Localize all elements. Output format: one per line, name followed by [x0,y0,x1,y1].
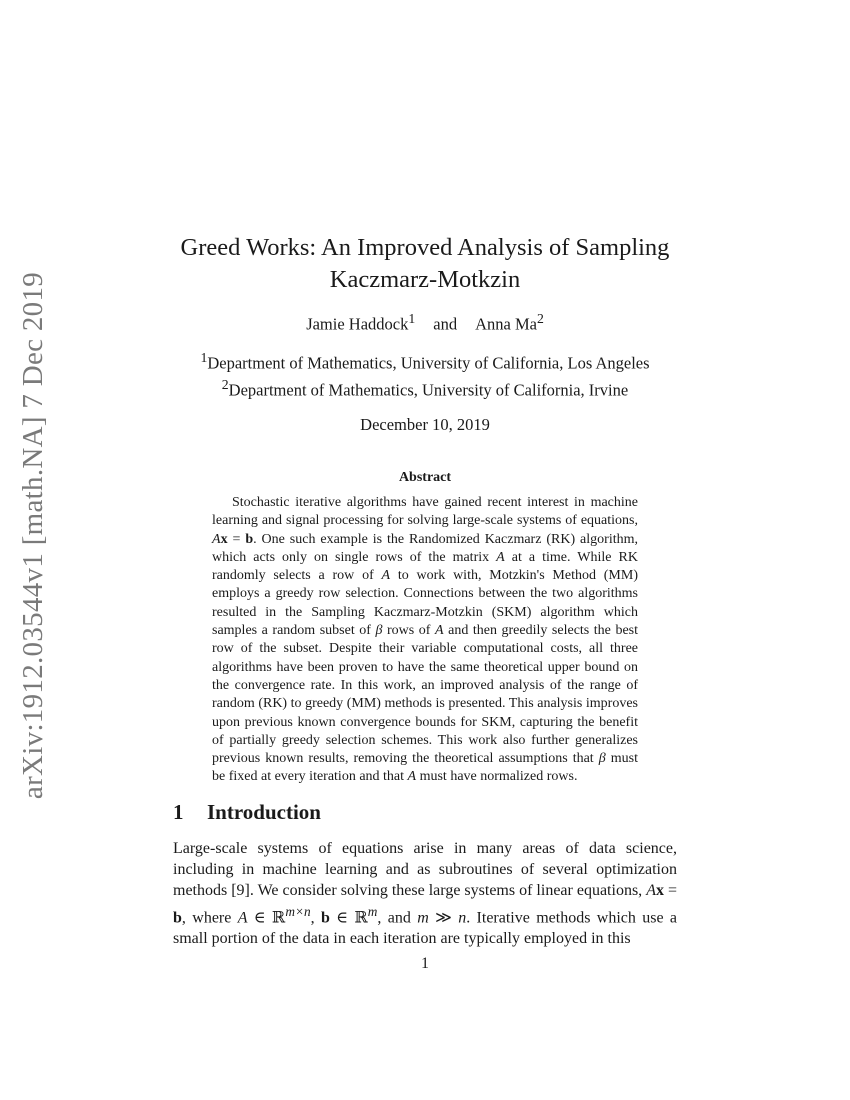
affiliation-mark: 2 [221,376,229,392]
section-heading [173,800,321,825]
section-number: 1 [173,800,184,824]
author-name: Jamie Haddock [306,314,409,334]
author-affiliation-mark: 1 [408,311,416,326]
affiliation-line [150,374,700,401]
affiliation-line [150,347,700,374]
author-name: Anna Ma [475,314,537,334]
page-number: 1 [421,955,429,972]
paper-title [150,232,700,296]
introduction-paragraph: Large-scale systems of equations arise in many areas of data science, including in machine learning and as subroutines of several optimization methods [9]. We consider solving these large systems of linear equations, Ax = b, where A ∈ ℝ$^{m\times n}$, b ∈ ℝ$^m$, and m ≫ n. Iterative methods which use a small portion of the data in each iteration are typically employed in this [173,840,678,948]
affiliation-text: Department of Mathematics, University of California, Los Angeles [207,353,650,373]
author-list [150,311,700,335]
abstract-heading: Abstract [398,470,452,485]
section-title: Introduction [207,800,321,824]
abstract-body: Stochastic iterative algorithms have gained recent interest in machine learning and signal processing for solving large-scale systems of equations, Ax = b. One such example is the Randomized Kaczmarz (RK) algorithm, which acts only on single rows of the matrix A at a time. While RK randomly selects a row of A to work with, Motzkin's Method (MM) employs a greedy row selection. Connections between the two algorithms resulted in the Sampling Kaczmarz-Motzkin (SKM) algorithm which samples a random subset of β rows of A and then greedily selects the best row of the subset. Despite their variable computational costs, all three algorithms have been proven to have the same theoretical upper bound on the convergence rate. In this work, an improved analysis of the range of random (RK) to greedy (MM) methods is presented. This analysis improves upon previous known convergence bounds for SKM, capturing the benefit of partially greedy selection schemes. This work also further generalizes previous known results, removing the theoretical assumptions that β must be fixed at every iteration and that A must have normalized rows. [212,495,639,785]
paper-title-line-2: Kaczmarz-Motkzin [329,266,521,293]
publication-date: December 10, 2019 [360,415,490,434]
affiliation-mark: 1 [200,350,208,365]
arxiv-identifier-text: arXiv:1912.03544v1 [math.NA] 7 Dec 2019 [17,271,50,799]
affiliation-list [150,347,700,400]
author-affiliation-mark: 2 [536,311,544,326]
arxiv-identifier-stamp [4,271,64,799]
affiliation-text: Department of Mathematics, University of California, Irvine [228,380,629,399]
author-joiner: and [433,314,458,334]
paper-title-line-1: Greed Works: An Improved Analysis of Sampling [180,234,670,261]
